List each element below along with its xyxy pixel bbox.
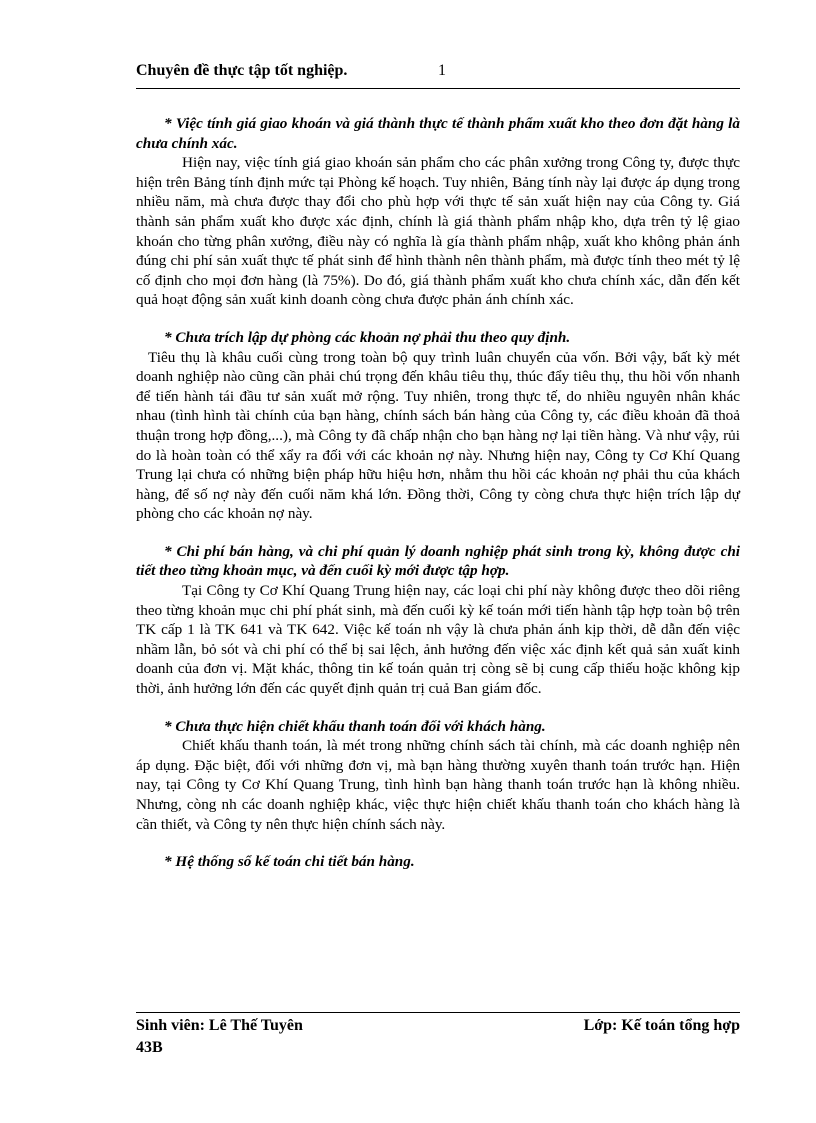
page-header (136, 60, 740, 89)
class-label: Lớp: Kế toán tổng hợp (583, 1017, 740, 1034)
student-name: Sinh viên: Lê Thế Tuyên (136, 1017, 303, 1034)
class-code: 43B (136, 1039, 163, 1056)
section-heading: * Hệ thống sổ kế toán chi tiết bán hàng. (164, 853, 415, 871)
page-number: 1 (438, 62, 446, 79)
header-title: Chuyên đề thực tập tốt nghiệp. (136, 62, 348, 79)
section-heading: * Việc tính giá giao khoán và giá thành thực tế thành phẩm xuất kho theo đơn đặt hàng là chưa chính xác. (136, 115, 740, 152)
section-paragraph: Tiêu thụ là khâu cuối cùng trong toàn bộ quy trình luân chuyển của vốn. Bởi vậy, bất kỳ mét doanh nghiệp nào cũng cần phải chú trọng đến khâu tiêu thụ, thúc đẩy tiêu thụ, thu hồi vốn nhanh để tiến hành tái đầu tư sản xuất mở rộng. Tuy nhiên, trong thực tế, do nhiều nguyên nhân khác nhau (tình hình tài chính của bạn hàng, chính sách bán hàng của Công ty, các điều khoản đã thoả thuận trong hợp đồng,...), mà Công ty đã chấp nhận cho bạn hàng nợ lại tiền hàng. Và như vậy, rủi do là hoàn toàn có thể xẩy ra đối với các khoản nợ này. Nhưng hiện nay, Công ty Cơ Khí Quang Trung lại chưa có những biện pháp hữu hiệu hơn, nhằm thu hồi các khoản nợ phải thu của khách hàng, để số nợ này đến cuối năm khá lớn. Đồng thời, Công ty còng chưa thực hiện trích lập dự phòng cho các khoản nợ này. (136, 348, 740, 523)
section-paragraph: Tại Công ty Cơ Khí Quang Trung hiện nay, các loại chi phí này không được theo dõi riêng theo từng khoản mục chi phí phát sinh, mà đến cuối kỳ kế toán mới tiến hành tập hợp toàn bộ trên TK cấp 1 là TK 641 và TK 642. Việc kế toán nh vậy là chưa phản ánh kịp thời, dễ dẫn đến việc nhầm lẫn, bỏ sót và chi phí có thể bị sai lệch, ảnh hưởng đến việc xác định kết quả sản xuất kinh doanh của đơn vị. Mặt khác, thông tin kế toán quản trị còng sẽ bị cung cấp thiếu hoặc không kịp thời, ảnh hưởng lớn đến các quyết định quản trị cuả Ban giám đốc. (136, 582, 740, 698)
page-footer (136, 1012, 740, 1057)
section-paragraph: Chiết khấu thanh toán, là mét trong những chính sách tài chính, mà các doanh nghiệp nên áp dụng. Đặc biệt, đối với những đơn vị, mà bạn hàng thường xuyên thanh toán trước hạn. Hiện nay, tại Công ty Cơ Khí Quang Trung, tình hình bạn hàng thanh toán trước hạn là không nhiều. Nhưng, còng nh các doanh nghiệp khác, việc thực hiện chiết khấu thanh toán cho khách hàng là cần thiết, và Công ty nên thực hiện chính sách này. (136, 737, 740, 833)
section-heading: * Chi phí bán hàng, và chi phí quản lý doanh nghiệp phát sinh trong kỳ, không được chi tiết theo từng khoản mục, và đến cuối kỳ mới được tập hợp. (136, 542, 740, 580)
document-body (136, 114, 740, 872)
section-heading: * Chưa thực hiện chiết khấu thanh toán đối với khách hàng. (164, 717, 546, 735)
section-paragraph: Hiện nay, việc tính giá giao khoán sản phẩm cho các phân xưởng trong Công ty, được thực hiện trên Bảng tính định mức tại Phòng kế hoạch. Tuy nhiên, Bảng tính này lại được áp dụng trong nhiều năm, mà chưa được thay đổi cho phù hợp với thực tế sản xuất hiện nay của Công ty. Giá thành sản phẩm xuất kho được xác định, chính là giá thành phẩm nhập kho, dựa trên tỷ lệ giao khoán cho từng phân xưởng, điều này có nghĩa là gía thành phẩm nhập, xuất kho không phản ánh đúng chi phí sản xuất thực tế phát sinh để hình thành nên thành phẩm, mà được tính theo mét tỷ lệ cố định cho mọi đơn hàng (là 75%). Do đó, giá thành phẩm xuất kho chưa chính xác, dẫn đến kết quả hoạt động sản xuất kinh doanh còng chưa được phản ánh chính xác. (136, 154, 740, 309)
section-heading: * Chưa trích lập dự phòng các khoản nợ phải thu theo quy định. (164, 328, 571, 346)
